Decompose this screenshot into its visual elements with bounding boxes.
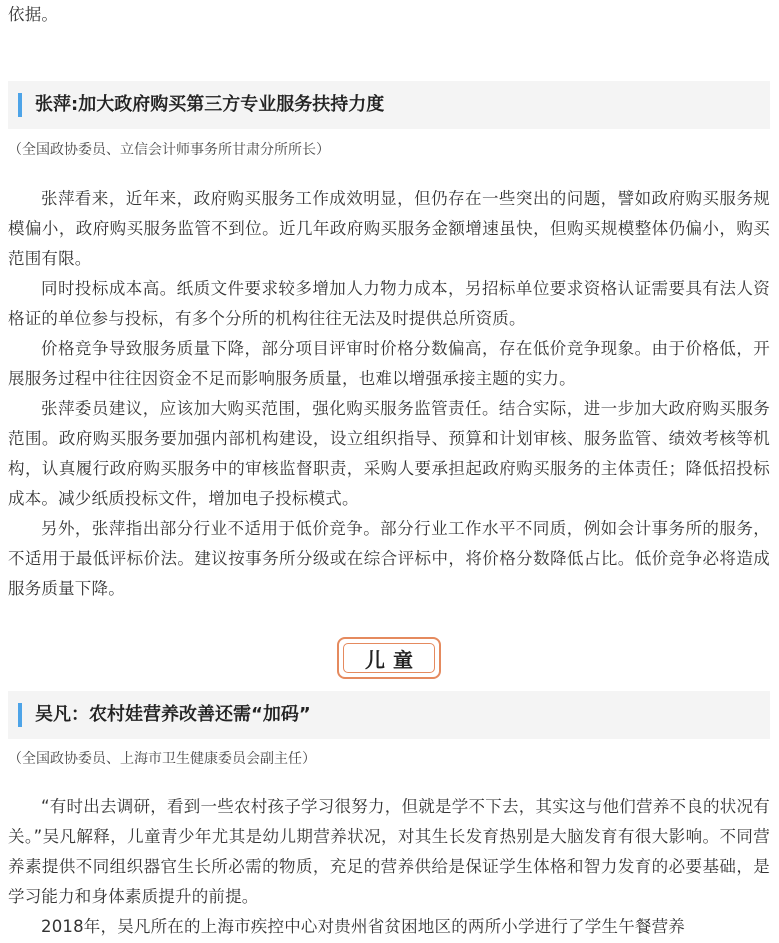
category-label: 儿童 xyxy=(365,647,421,672)
section-header-wufan xyxy=(8,691,770,739)
section-accent-bar xyxy=(18,703,22,727)
body-paragraph: 另外，张萍指出部分行业不适用于低价竞争。部分行业工作水平不同质，例如会计事务所的服务，不适用于最低评标价法。建议按事务所分级或在综合评标中，将价格分数降低占比。低价竞争必将造成服务质量下降。 xyxy=(8,519,770,598)
section-note: （全国政协委员、立信会计师事务所甘肃分所所长） xyxy=(8,142,330,158)
section-heading: 张萍:加大政府购买第三方专业服务扶持力度 xyxy=(35,94,385,115)
category-badge xyxy=(337,637,441,679)
intro-paragraph: 依据。 xyxy=(8,5,59,24)
body-paragraph: “有时出去调研，看到一些农村孩子学习很努力，但就是学不下去，其实这与他们营养不良的状况有关。”吴凡解释，儿童青少年尤其是幼儿期营养状况，对其生长发育热别是大脑发育有很大影响。不同营养素提供不同组织器官生长所必需的物质，充足的营养供给是保证学生体格和智力发育的必要基础，是学习能力和身体素质提升的前提。 xyxy=(8,797,770,906)
body-paragraph: 同时投标成本高。纸质文件要求较多增加人力物力成本，另招标单位要求资格认证需要具有法人资格证的单位参与投标，有多个分所的机构往往无法及时提供总所资质。 xyxy=(8,279,770,328)
section-heading: 吴凡：农村娃营养改善还需“加码” xyxy=(35,704,311,725)
section-header-zhangping xyxy=(8,81,770,129)
body-paragraph: 价格竞争导致服务质量下降，部分项目评审时价格分数偏高，存在低价竞争现象。由于价格低，开展服务过程中往往因资金不足而影响服务质量，也难以增强承接主题的实力。 xyxy=(8,339,770,388)
category-badge-inner-frame xyxy=(343,643,435,673)
body-paragraph: 2018年，吴凡所在的上海市疾控中心对贵州省贫困地区的两所小学进行了学生午餐营养 xyxy=(41,917,685,936)
body-paragraph: 张萍委员建议，应该加大购买范围，强化购买服务监管责任。结合实际，进一步加大政府购买服务范围。政府购买服务要加强内部机构建设，设立组织指导、预算和计划审核、服务监管、绩效考核等机构，认真履行政府购买服务中的审核监督职责，采购人要承担起政府购买服务的主体责任；降低招投标成本。减少纸质投标文件，增加电子投标模式。 xyxy=(8,399,770,508)
section-note: （全国政协委员、上海市卫生健康委员会副主任） xyxy=(8,751,316,767)
body-paragraph: 张萍看来，近年来，政府购买服务工作成效明显，但仍存在一些突出的问题，譬如政府购买服务规模偏小，政府购买服务监管不到位。近几年政府购买服务金额增速虽快，但购买规模整体仍偏小，购买范围有限。 xyxy=(8,189,770,268)
section-accent-bar xyxy=(18,93,22,117)
